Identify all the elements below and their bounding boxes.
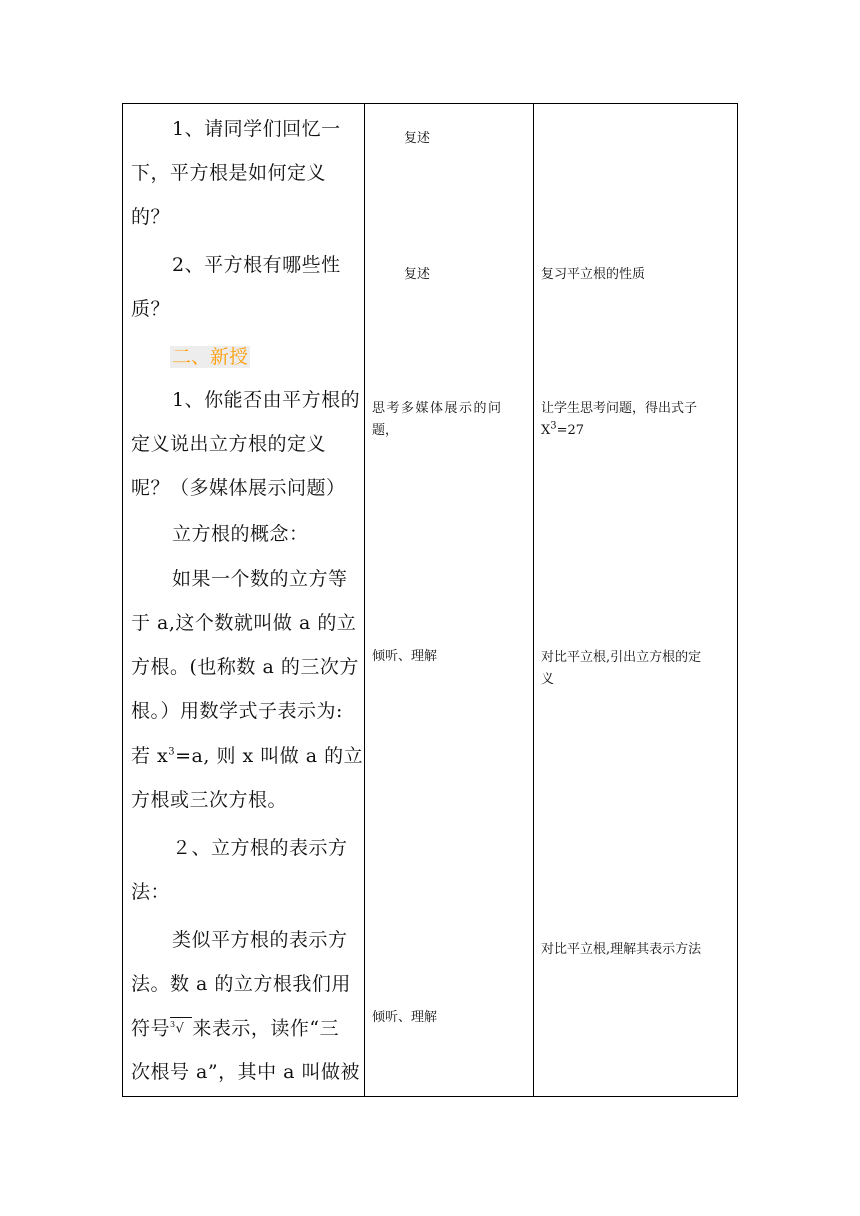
column-divider-1 [364, 104, 365, 1096]
student-activity-1: 复述 [404, 131, 431, 146]
n2-line-1: ２、立方根的表示方 [172, 837, 348, 859]
student-activity-5: 倾听、理解 [372, 1010, 438, 1025]
student-activity-3-line-1: 思考多媒体展示的问 [372, 401, 503, 416]
formula-line [131, 745, 363, 767]
concept-end: 方根或三次方根。 [131, 789, 288, 811]
design-intent-5: 对比平立根,理解其表示方法 [541, 942, 702, 957]
n1-line-1: 1、你能否由平方根的 [172, 389, 361, 411]
cube-root-index: 3 [170, 1020, 176, 1029]
design-intent-3-line-2 [541, 422, 584, 440]
design-intent-3-post: =27 [556, 423, 585, 438]
section-heading-new-lesson: 二、新授 [172, 346, 249, 368]
design-intent-4-line-1: 对比平立根,引出立方根的定 [541, 650, 702, 665]
design-intent-4-line-2: 义 [541, 672, 555, 687]
last-line: 次根号 a”，其中 a 叫做被 [131, 1061, 360, 1083]
q1-line-1: 1、请同学们回忆一 [172, 118, 341, 140]
design-intent-3-exponent: 3 [550, 420, 557, 432]
repr-line-1: 类似平方根的表示方 [172, 929, 348, 951]
column-divider-2 [533, 104, 534, 1096]
concept-line-4: 根。）用数学式子表示为: [131, 700, 343, 722]
symbol-line [131, 1017, 339, 1039]
n1-line-3: 呢？（多媒体展示问题） [131, 477, 346, 499]
concept-line-1: 如果一个数的立方等 [172, 568, 348, 590]
symbol-pre: 符号 [131, 1017, 171, 1040]
student-activity-2: 复述 [404, 267, 431, 282]
student-activity-4: 倾听、理解 [372, 649, 438, 664]
q1-line-2: 下，平方根是如何定义 [131, 162, 327, 184]
cube-root-symbol: $^3$√ [170, 1017, 192, 1036]
q2-line-1: 2、平方根有哪些性 [172, 254, 341, 276]
student-activity-3-line-2: 题， [372, 423, 399, 438]
concept-line-2: 于 a,这个数就叫做 a 的立 [131, 612, 357, 634]
q1-line-3: 的？ [131, 206, 171, 228]
design-intent-3-line-1: 让学生思考问题，得出式子 [541, 401, 698, 416]
repr-line-2: 法。数 a 的立方根我们用 [131, 973, 351, 995]
design-intent-2: 复习平立根的性质 [541, 267, 646, 282]
formula-exponent: 3 [168, 746, 176, 758]
concept-title: 立方根的概念： [172, 523, 309, 545]
formula-post: =a, 则 x 叫做 a 的立 [175, 745, 364, 767]
formula-pre: 若 x [131, 745, 169, 767]
symbol-post: 来表示，读作“三 [192, 1017, 340, 1040]
n1-line-2: 定义说出立方根的定义 [131, 433, 327, 455]
design-intent-3-pre: X [541, 423, 551, 438]
q2-line-2: 质？ [131, 298, 171, 320]
n2-line-2: 法： [131, 881, 171, 903]
concept-line-3: 方根。(也称数 a 的三次方 [131, 656, 359, 678]
